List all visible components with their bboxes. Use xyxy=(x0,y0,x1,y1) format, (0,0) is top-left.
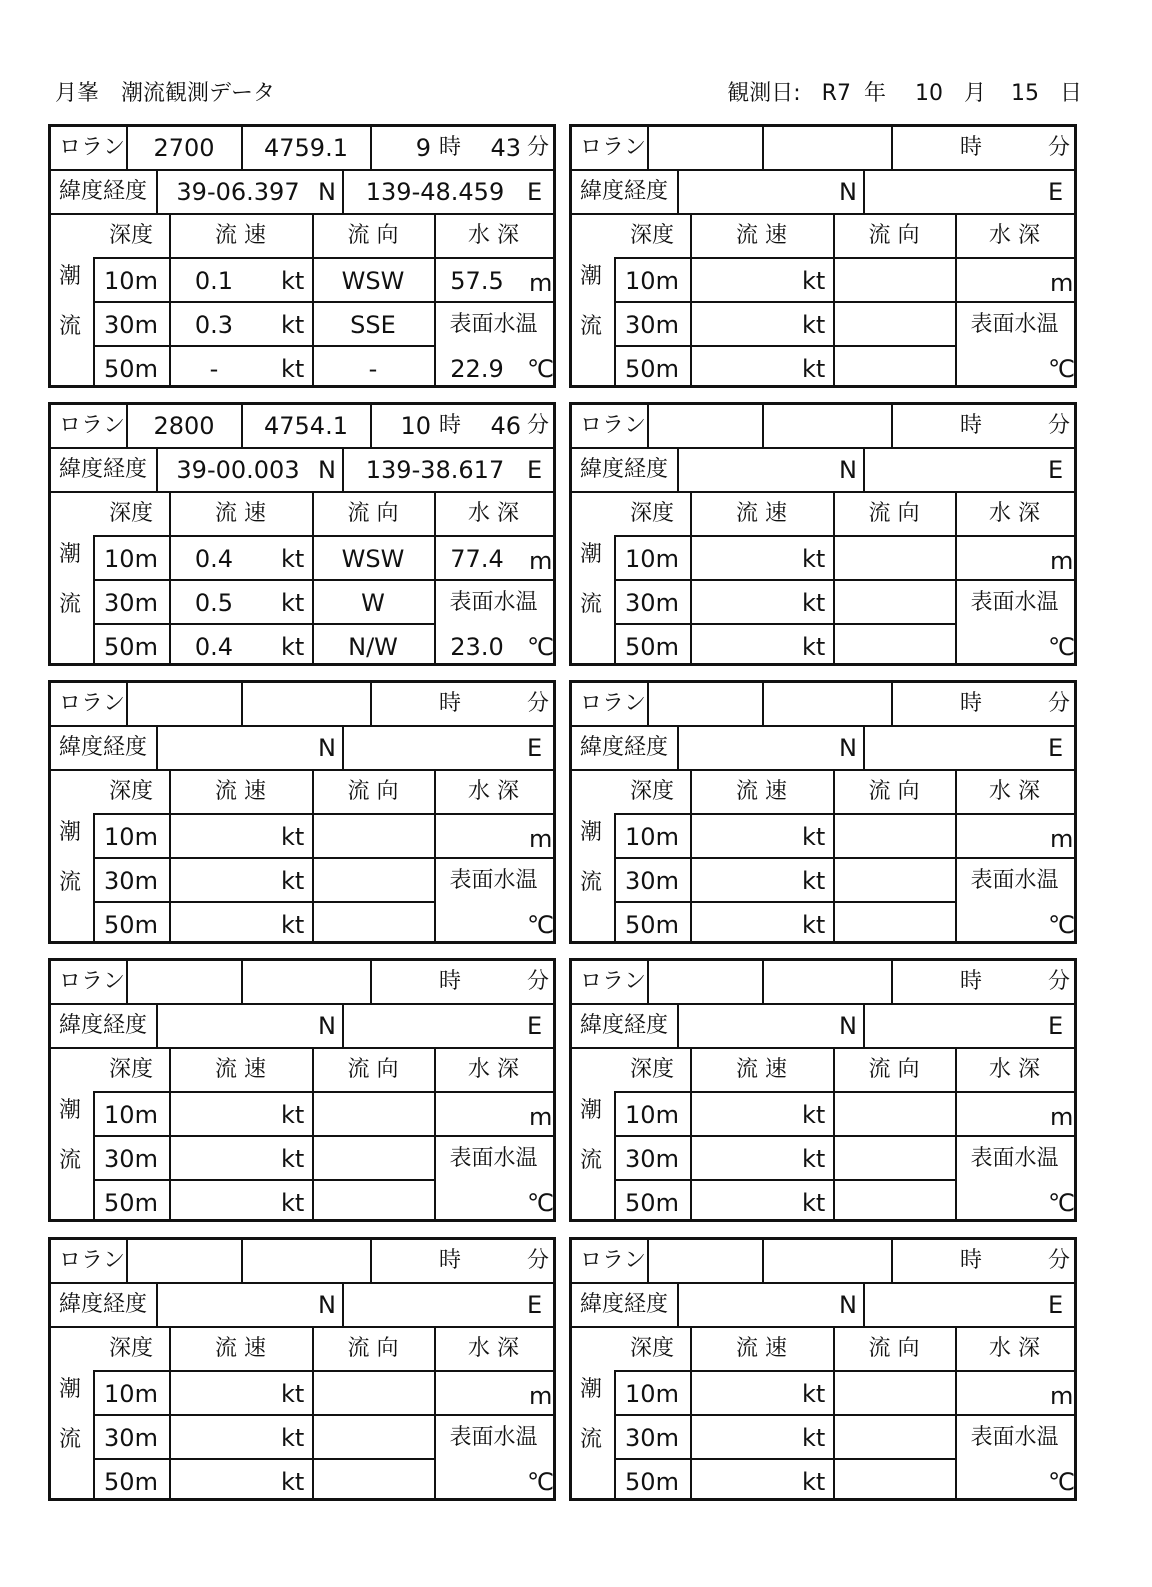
hour-label: 時 xyxy=(960,413,983,438)
n-label: N xyxy=(839,456,857,484)
surface-temp-label: 表面水温 xyxy=(970,868,1059,893)
m-unit: m xyxy=(1050,1382,1074,1410)
depth-cell: 50m xyxy=(625,1468,679,1496)
water-depth-header: 水 深 xyxy=(989,1336,1040,1361)
latlon-label: 緯度経度 xyxy=(580,735,669,760)
direction-value[interactable]: - xyxy=(368,355,378,383)
surface-temp-label: 表面水温 xyxy=(449,590,538,615)
depth-header: 深度 xyxy=(629,1336,674,1361)
kt-unit: kt xyxy=(281,589,305,617)
kt-unit: kt xyxy=(802,1380,826,1408)
depth-cell: 30m xyxy=(104,311,158,339)
tide-label-1: 潮 xyxy=(59,1098,82,1123)
depth-cell: 10m xyxy=(104,267,158,295)
depth-cell: 50m xyxy=(104,1189,158,1217)
depth-header: 深度 xyxy=(108,223,153,248)
observation-form xyxy=(48,680,556,944)
tide-label-2: 流 xyxy=(59,592,82,617)
kt-unit: kt xyxy=(802,1424,826,1452)
loran-label: ロラン xyxy=(59,135,126,160)
water-depth-header: 水 深 xyxy=(468,1057,519,1082)
water-depth-value[interactable]: 57.5 xyxy=(450,267,504,295)
e-label: E xyxy=(527,1291,543,1319)
speed-header: 流 速 xyxy=(215,501,266,526)
latlon-label: 緯度経度 xyxy=(580,457,669,482)
water-depth-header: 水 深 xyxy=(989,1057,1040,1082)
kt-unit: kt xyxy=(281,311,305,339)
depth-header: 深度 xyxy=(108,1057,153,1082)
depth-cell: 50m xyxy=(625,911,679,939)
speed-header: 流 速 xyxy=(736,1336,787,1361)
surface-temp-label: 表面水温 xyxy=(970,1146,1059,1171)
depth-cell: 30m xyxy=(625,1145,679,1173)
n-label: N xyxy=(839,734,857,762)
hour-label: 時 xyxy=(439,413,462,438)
depth-cell: 50m xyxy=(625,355,679,383)
observation-form xyxy=(569,1237,1077,1501)
temp-value[interactable]: 22.9 xyxy=(450,355,504,383)
loran-value-2[interactable]: 4754.1 xyxy=(264,412,348,440)
minute-label: 分 xyxy=(527,969,550,994)
speed-value[interactable]: 0.5 xyxy=(194,589,234,617)
e-label: E xyxy=(1048,1291,1064,1319)
tide-label-2: 流 xyxy=(59,1148,82,1173)
celsius-unit: ℃ xyxy=(527,1189,554,1217)
water-depth-value[interactable]: 77.4 xyxy=(450,545,504,573)
depth-cell: 30m xyxy=(625,589,679,617)
depth-cell: 30m xyxy=(104,867,158,895)
depth-cell: 10m xyxy=(625,823,679,851)
observation-form xyxy=(48,1237,556,1501)
tide-label-1: 潮 xyxy=(580,264,603,289)
minute-label: 分 xyxy=(1048,969,1071,994)
speed-header: 流 速 xyxy=(736,223,787,248)
e-label: E xyxy=(1048,734,1064,762)
direction-header: 流 向 xyxy=(868,779,920,804)
loran-label: ロラン xyxy=(59,413,126,438)
tide-label-1: 潮 xyxy=(59,264,82,289)
n-label: N xyxy=(318,734,336,762)
tide-label-2: 流 xyxy=(580,1148,603,1173)
surface-temp-label: 表面水温 xyxy=(970,590,1059,615)
hour-label: 時 xyxy=(960,135,983,160)
celsius-unit: ℃ xyxy=(1048,355,1075,383)
kt-unit: kt xyxy=(802,1189,826,1217)
kt-unit: kt xyxy=(281,911,305,939)
depth-cell: 50m xyxy=(104,633,158,661)
minute-label: 分 xyxy=(527,413,550,438)
year-unit: 年 xyxy=(863,81,886,106)
depth-cell: 10m xyxy=(625,267,679,295)
depth-cell: 30m xyxy=(625,867,679,895)
tide-label-2: 流 xyxy=(59,870,82,895)
hour-label: 時 xyxy=(439,135,462,160)
direction-header: 流 向 xyxy=(868,1057,920,1082)
depth-cell: 10m xyxy=(104,545,158,573)
speed-value[interactable]: 0.3 xyxy=(194,311,234,339)
kt-unit: kt xyxy=(281,867,305,895)
latlon-label: 緯度経度 xyxy=(59,1292,148,1317)
celsius-unit: ℃ xyxy=(1048,1468,1075,1496)
latlon-label: 緯度経度 xyxy=(59,179,148,204)
day-unit: 日 xyxy=(1059,81,1082,106)
loran-value-2[interactable]: 4759.1 xyxy=(264,134,348,162)
surface-temp-label: 表面水温 xyxy=(449,868,538,893)
e-label: E xyxy=(1048,1012,1064,1040)
kt-unit: kt xyxy=(281,823,305,851)
celsius-unit: ℃ xyxy=(527,355,554,383)
direction-value[interactable]: W xyxy=(361,589,385,617)
m-unit: m xyxy=(529,547,553,575)
loran-label: ロラン xyxy=(580,969,647,994)
loran-label: ロラン xyxy=(580,413,647,438)
observation-form xyxy=(48,402,556,666)
depth-cell: 10m xyxy=(625,1101,679,1129)
kt-unit: kt xyxy=(802,867,826,895)
tide-label-2: 流 xyxy=(580,870,603,895)
speed-header: 流 速 xyxy=(215,1336,266,1361)
water-depth-header: 水 深 xyxy=(989,501,1040,526)
longitude-value[interactable]: 139-38.617 xyxy=(365,456,505,484)
kt-unit: kt xyxy=(281,1380,305,1408)
observation-form xyxy=(569,402,1077,666)
depth-header: 深度 xyxy=(629,1057,674,1082)
minute-label: 分 xyxy=(527,135,550,160)
kt-unit: kt xyxy=(802,311,826,339)
kt-unit: kt xyxy=(281,1189,305,1217)
n-label: N xyxy=(318,456,336,484)
depth-cell: 10m xyxy=(104,1380,158,1408)
surface-temp-label: 表面水温 xyxy=(970,1425,1059,1450)
kt-unit: kt xyxy=(802,1101,826,1129)
direction-header: 流 向 xyxy=(347,779,399,804)
kt-unit: kt xyxy=(281,1145,305,1173)
n-label: N xyxy=(839,1291,857,1319)
depth-cell: 50m xyxy=(104,1468,158,1496)
direction-value[interactable]: SSE xyxy=(350,311,396,339)
surface-temp-label: 表面水温 xyxy=(970,312,1059,337)
kt-unit: kt xyxy=(802,911,826,939)
tide-label-2: 流 xyxy=(580,592,603,617)
kt-unit: kt xyxy=(281,633,305,661)
m-unit: m xyxy=(1050,1103,1074,1131)
kt-unit: kt xyxy=(281,1101,305,1129)
surface-temp-label: 表面水温 xyxy=(449,1146,538,1171)
month-value[interactable]: 10 xyxy=(914,81,943,106)
direction-header: 流 向 xyxy=(347,1336,399,1361)
kt-unit: kt xyxy=(802,1468,826,1496)
kt-unit: kt xyxy=(802,823,826,851)
observation-form xyxy=(569,958,1077,1222)
surface-temp-label: 表面水温 xyxy=(449,1425,538,1450)
depth-header: 深度 xyxy=(629,779,674,804)
m-unit: m xyxy=(1050,825,1074,853)
loran-label: ロラン xyxy=(580,135,647,160)
depth-cell: 10m xyxy=(625,545,679,573)
page-title: 月峯 潮流観測データ xyxy=(55,81,276,106)
loran-label: ロラン xyxy=(59,1248,126,1273)
kt-unit: kt xyxy=(281,545,305,573)
kt-unit: kt xyxy=(281,1424,305,1452)
n-label: N xyxy=(839,178,857,206)
e-label: E xyxy=(527,734,543,762)
m-unit: m xyxy=(529,1382,553,1410)
temp-value[interactable]: 23.0 xyxy=(450,633,504,661)
minute-label: 分 xyxy=(527,1248,550,1273)
tide-label-1: 潮 xyxy=(59,1377,82,1402)
latlon-label: 緯度経度 xyxy=(580,179,669,204)
hour-label: 時 xyxy=(960,969,983,994)
celsius-unit: ℃ xyxy=(1048,911,1075,939)
depth-header: 深度 xyxy=(629,501,674,526)
tide-label-2: 流 xyxy=(580,1427,603,1452)
depth-cell: 30m xyxy=(104,1424,158,1452)
speed-header: 流 速 xyxy=(215,223,266,248)
speed-value[interactable]: 0.4 xyxy=(194,633,234,661)
speed-header: 流 速 xyxy=(215,779,266,804)
n-label: N xyxy=(318,178,336,206)
kt-unit: kt xyxy=(802,633,826,661)
latitude-value[interactable]: 39-06.397 xyxy=(176,178,300,206)
tide-label-1: 潮 xyxy=(580,542,603,567)
direction-header: 流 向 xyxy=(347,501,399,526)
e-label: E xyxy=(527,178,543,206)
direction-value[interactable]: WSW xyxy=(341,267,405,295)
tide-label-1: 潮 xyxy=(59,820,82,845)
hour-label: 時 xyxy=(960,691,983,716)
observation-form xyxy=(569,680,1077,944)
minute-label: 分 xyxy=(1048,691,1071,716)
speed-value[interactable]: 0.1 xyxy=(194,267,234,295)
depth-cell: 30m xyxy=(625,1424,679,1452)
tide-label-1: 潮 xyxy=(580,1377,603,1402)
speed-value[interactable]: - xyxy=(209,355,219,383)
loran-label: ロラン xyxy=(59,691,126,716)
celsius-unit: ℃ xyxy=(527,633,554,661)
loran-label: ロラン xyxy=(580,691,647,716)
latlon-label: 緯度経度 xyxy=(580,1292,669,1317)
direction-header: 流 向 xyxy=(868,223,920,248)
celsius-unit: ℃ xyxy=(527,1468,554,1496)
m-unit: m xyxy=(529,269,553,297)
loran-value-1[interactable]: 2700 xyxy=(153,134,215,162)
water-depth-header: 水 深 xyxy=(468,223,519,248)
observation-date xyxy=(713,76,1082,107)
hour-value[interactable]: 10 xyxy=(400,412,431,440)
latlon-label: 緯度経度 xyxy=(580,1013,669,1038)
depth-cell: 50m xyxy=(104,355,158,383)
speed-header: 流 速 xyxy=(736,501,787,526)
loran-label: ロラン xyxy=(580,1248,647,1273)
m-unit: m xyxy=(529,825,553,853)
water-depth-header: 水 深 xyxy=(468,1336,519,1361)
kt-unit: kt xyxy=(802,589,826,617)
minute-label: 分 xyxy=(527,691,550,716)
latitude-value[interactable]: 39-00.003 xyxy=(176,456,300,484)
hour-label: 時 xyxy=(439,1248,462,1273)
minute-value[interactable]: 46 xyxy=(490,412,521,440)
e-label: E xyxy=(1048,456,1064,484)
depth-header: 深度 xyxy=(108,501,153,526)
depth-cell: 50m xyxy=(625,633,679,661)
tide-label-2: 流 xyxy=(580,314,603,339)
speed-header: 流 速 xyxy=(736,1057,787,1082)
kt-unit: kt xyxy=(802,267,826,295)
water-depth-header: 水 深 xyxy=(989,779,1040,804)
depth-cell: 30m xyxy=(104,589,158,617)
depth-header: 深度 xyxy=(108,779,153,804)
speed-header: 流 速 xyxy=(215,1057,266,1082)
hour-label: 時 xyxy=(960,1248,983,1273)
direction-header: 流 向 xyxy=(868,1336,920,1361)
e-label: E xyxy=(527,456,543,484)
celsius-unit: ℃ xyxy=(527,911,554,939)
e-label: E xyxy=(1048,178,1064,206)
tide-label-1: 潮 xyxy=(580,820,603,845)
water-depth-header: 水 深 xyxy=(989,223,1040,248)
surface-temp-label: 表面水温 xyxy=(449,312,538,337)
speed-value[interactable]: 0.4 xyxy=(194,545,234,573)
depth-cell: 10m xyxy=(625,1380,679,1408)
kt-unit: kt xyxy=(802,355,826,383)
m-unit: m xyxy=(1050,269,1074,297)
celsius-unit: ℃ xyxy=(1048,1189,1075,1217)
longitude-value[interactable]: 139-48.459 xyxy=(365,178,505,206)
e-label: E xyxy=(527,1012,543,1040)
kt-unit: kt xyxy=(802,545,826,573)
depth-cell: 50m xyxy=(625,1189,679,1217)
observation-form xyxy=(569,124,1077,388)
depth-cell: 10m xyxy=(104,1101,158,1129)
month-unit: 月 xyxy=(963,81,986,106)
direction-header: 流 向 xyxy=(347,1057,399,1082)
minute-value[interactable]: 43 xyxy=(490,134,521,162)
n-label: N xyxy=(839,1012,857,1040)
depth-header: 深度 xyxy=(629,223,674,248)
kt-unit: kt xyxy=(281,1468,305,1496)
hour-label: 時 xyxy=(439,691,462,716)
direction-value[interactable]: N/W xyxy=(348,633,398,661)
direction-header: 流 向 xyxy=(868,501,920,526)
depth-cell: 50m xyxy=(104,911,158,939)
m-unit: m xyxy=(529,1103,553,1131)
latlon-label: 緯度経度 xyxy=(59,457,148,482)
loran-label: ロラン xyxy=(59,969,126,994)
tide-label-2: 流 xyxy=(59,314,82,339)
hour-value[interactable]: 9 xyxy=(415,134,431,162)
day-value[interactable]: 15 xyxy=(1010,81,1039,106)
water-depth-header: 水 深 xyxy=(468,779,519,804)
speed-header: 流 速 xyxy=(736,779,787,804)
water-depth-header: 水 深 xyxy=(468,501,519,526)
direction-value[interactable]: WSW xyxy=(341,545,405,573)
direction-header: 流 向 xyxy=(347,223,399,248)
n-label: N xyxy=(318,1291,336,1319)
depth-cell: 30m xyxy=(104,1145,158,1173)
minute-label: 分 xyxy=(1048,413,1071,438)
depth-cell: 30m xyxy=(625,311,679,339)
n-label: N xyxy=(318,1012,336,1040)
observation-form xyxy=(48,124,556,388)
tide-label-2: 流 xyxy=(59,1427,82,1452)
latlon-label: 緯度経度 xyxy=(59,1013,148,1038)
tide-label-1: 潮 xyxy=(580,1098,603,1123)
tide-label-1: 潮 xyxy=(59,542,82,567)
depth-cell: 10m xyxy=(104,823,158,851)
kt-unit: kt xyxy=(281,267,305,295)
latlon-label: 緯度経度 xyxy=(59,735,148,760)
kt-unit: kt xyxy=(281,355,305,383)
date-label: 観測日: xyxy=(727,81,801,106)
hour-label: 時 xyxy=(439,969,462,994)
era-year[interactable]: R7 xyxy=(821,81,851,106)
depth-header: 深度 xyxy=(108,1336,153,1361)
kt-unit: kt xyxy=(802,1145,826,1173)
minute-label: 分 xyxy=(1048,135,1071,160)
celsius-unit: ℃ xyxy=(1048,633,1075,661)
m-unit: m xyxy=(1050,547,1074,575)
observation-form xyxy=(48,958,556,1222)
minute-label: 分 xyxy=(1048,1248,1071,1273)
loran-value-1[interactable]: 2800 xyxy=(153,412,215,440)
